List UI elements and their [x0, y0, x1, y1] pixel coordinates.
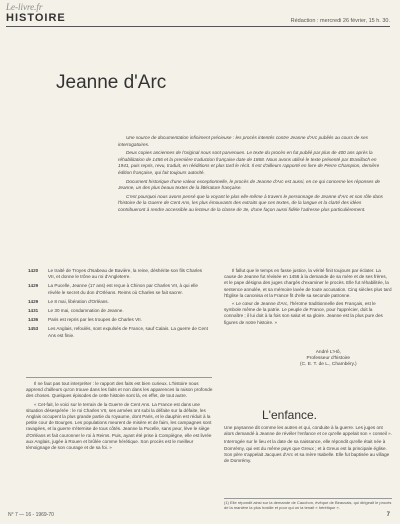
chronology-text: Le 30 mai, condamnation de Jeanne. [48, 308, 124, 314]
chronology-item [28, 299, 208, 305]
divider [26, 377, 212, 378]
chronology-year: 1436 [28, 317, 39, 323]
author-place: (C. E. T. de L., Chambéry.) [300, 362, 357, 368]
watermark-text: Le-livre.fr [6, 2, 43, 12]
chronology-item [28, 326, 208, 338]
body-paragraph: « Le cœur de Jeanne d'Arc, l'héroïne traditionnelle des Français, est le symbole même de la patrie. Le peuple de France, pour l'apprécier, doit la connaître ; il lui doit à la fois son salut et sa gloire. Jeanne est la plus pure des figures de notre histoire. » [224, 301, 383, 325]
author-role: Professeur d'histoire [306, 356, 351, 362]
chronology-text: Le 8 mai, libération d'Orléans. [48, 298, 109, 304]
author-name: André L'Hô, [315, 350, 341, 355]
intro-text [118, 135, 388, 216]
body-paragraph: Il ne faut pas tout interpréter : le rapport des faits est bien curieux. L'histoire nous apprend d'ailleurs qu'on trouve dans les faits et non dans les apparences la raison profonde des choses. Quelques épisodes de cette histoire sont là, en effet, de tout autre. [26, 381, 213, 399]
redaction-note: Rédaction : mercredi 26 février, 15 h. 30. [290, 18, 390, 24]
chronology-item [28, 317, 208, 323]
footnote: (1) Elle répondit ainsi sur la demande de Cauchon, évêque de Beauvais, qui dirigeait le procès de la manière la plus hostile et pour qui on la tenait « hérétique ». [224, 500, 392, 510]
page-number: 7 [386, 512, 390, 518]
chronology-year: 1429 [28, 283, 39, 289]
page-header [6, 12, 390, 27]
enfance-paragraph: Interrogée sur le lieu et la date de sa naissance, elle répondit qu'elle était née à Domrémy, qui est du même pays que Greux ; et à Greux est la principale église. Son père s'appelait Jacques d'Arc et sa mère Isabelle. Elle fut baptisée au village de Domrémy. [224, 439, 390, 464]
issue-number: N° 7 — 16 - 1969-70 [8, 512, 54, 518]
author-signature [300, 350, 357, 369]
intro-paragraph: C'est pourquoi nous avons pensé que la voyant le plus elle-même à travers le personnage de Jeanne d'Arc et son rôle dans l'histoire de la Guerre de Cent Ans, les plus émouvants des extraits que ces textes, de la langue et la clarté des idées contribueront à rendre accessible au lecteur de la classe de 3e, d'une façon aussi fidèle l'adresse plus particulièrement. [118, 193, 383, 212]
page-footer [8, 512, 390, 518]
body-left-column [26, 381, 214, 453]
enfance-text [224, 425, 392, 466]
intro-paragraph: Une source de documentation infiniment précieuse : les procès intentés contre Jeanne d'Arc publiés au cours de ses interrogatoires. [118, 135, 368, 147]
chronology-text: La Pucelle, Jeanne (17 ans) est reçue à Chinon par Charles VII, à qui elle révèle le secret du don d'Orléans. Reims où Charles se fait sacrer. [48, 283, 198, 295]
intro-paragraph: Deux copies anciennes de l'original nous sont parvenues. Le texte du procès en fut publié par plus de 400 ans après la réhabilitation de 1456 et la première traduction française date de 1868. Nous avons utilisé le texte présenté par Brasillach en 1941, puis repris, revu, traduit, en rééditions et plus tard le récit. Il est d'ailleurs rapporté en livre de Pierre Champion, dernière édition française, qui fait toujours autorité. [118, 150, 380, 175]
footnote-divider [224, 498, 392, 499]
enfance-paragraph: Une paysanne dit comme les autres et qui, conduite à la guerre. Les juges ont alors demandé à Jeanne de révéler l'enfance et ce qu'elle appelait son « conseil ». [224, 425, 393, 437]
chronology-year: 1431 [28, 308, 39, 314]
chronology-year: 1453 [28, 326, 39, 332]
body-right-column [224, 268, 392, 328]
article-title: Jeanne d'Arc [56, 72, 167, 93]
chronology-year: 1420 [28, 268, 39, 273]
chronology-item [28, 268, 208, 280]
body-paragraph: « Cet-fait, le voici sur le terrain de la Guerre de Cent Ans. La France est dans une situation désespérée : le roi Charles VII, ses armées ont subi la défaite sur la défaite, les Anglais occupent la plus grande partie du royaume, dont Paris, et le dauphin est réduit à la petite cour de Bourges. Les populations meurent de misère et de faim, les campagnes sont ravagées, et la guerre s'éternise de tous côtés. Jeanne la Pucelle, sans peur, lève le siège d'Orléans et fait couronner le roi à Reims. Puis, ayant été prise à Compiègne, elle est livrée aux Anglais, jugée à Rouen et brûlée comme hérétique. Son procès est le meilleur témoignage de son courage et de sa foi. » [26, 401, 212, 451]
chronology-year: 1429 [28, 298, 39, 304]
chronology-text: Les Anglais, refoulés, sont expulsés de France, sauf Calais. La guerre de Cent Ans est finie. [48, 326, 208, 338]
section-heading: L'enfance. [262, 408, 318, 422]
intro-paragraph: Document historique d'une valeur exceptionnelle, le procès de Jeanne d'Arc est aussi, en ce qui concerne les réponses de Jeanne, un des plus beaux textes de la littérature française. [118, 178, 381, 191]
chronology-list [28, 268, 208, 342]
chronology-item [28, 308, 208, 314]
chronology-text: Paris est repris par les troupes de Charles VII. [48, 317, 142, 323]
section-label: HISTOIRE [6, 12, 66, 24]
chronology-text: Le traité de Troyes d'Isabeau de Bavière, la reine, déshérite son fils Charles VII, et donne le trône au roi d'Angleterre. [48, 268, 203, 280]
chronology-item [28, 283, 208, 295]
body-paragraph: Il fallut que le temps en fasse justice, la vérité finit toujours par éclater. La cause de Jeanne fut révisée en 1456 à la demande de sa mère et de ses frères, et le pape désigna des juges chargés d'examiner le procès. Elle fut réhabilitée, la sentence annulée, et sa mémoire lavée de toute accusation. Cinq siècles plus tard l'Église la canonisa et la France fit d'elle sa seconde patronne. [224, 268, 392, 298]
